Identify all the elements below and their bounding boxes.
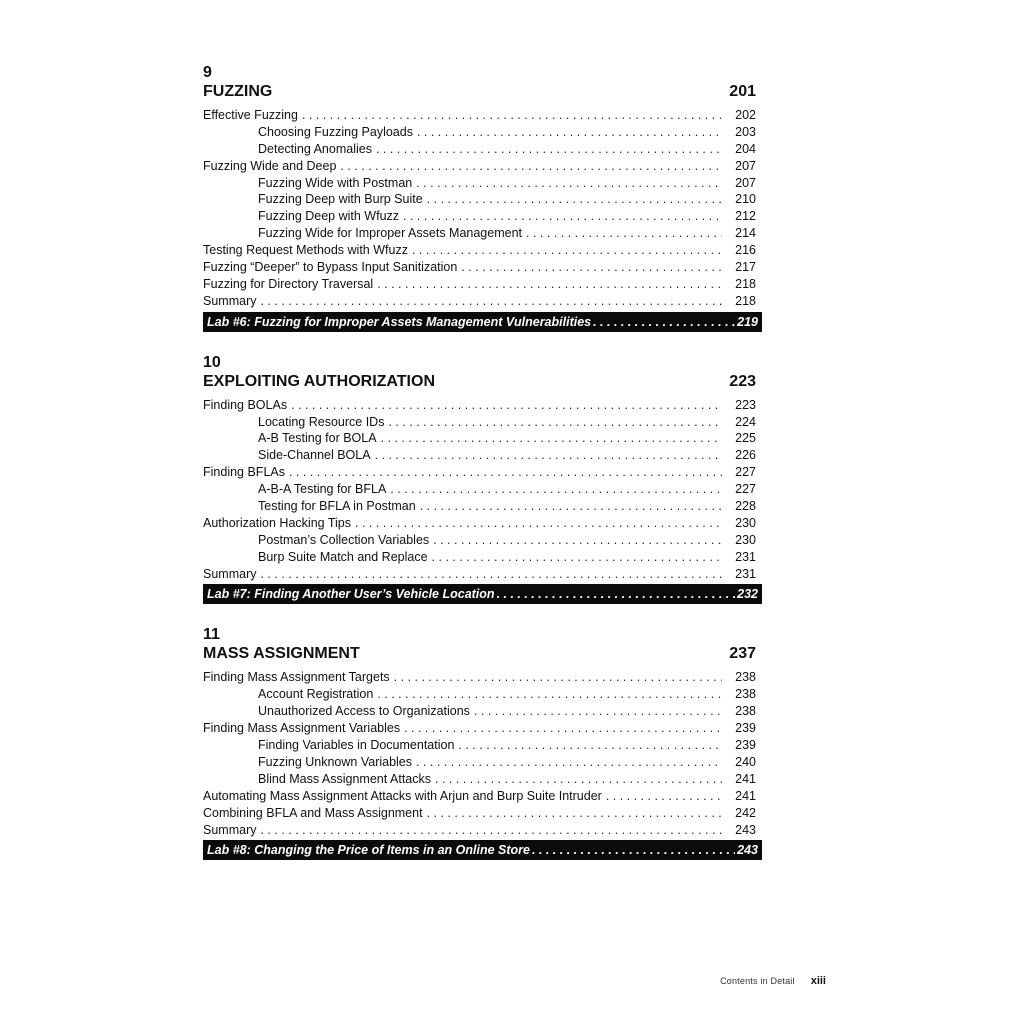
lab-page: 219 xyxy=(737,314,758,329)
toc-entry xyxy=(203,430,762,447)
lab-title: Lab #7: Finding Another User’s Vehicle Location xyxy=(207,587,495,602)
toc-entry xyxy=(203,549,762,566)
entry-title: Finding BFLAs xyxy=(203,465,285,480)
toc-entry xyxy=(203,242,762,259)
entry-page: 218 xyxy=(735,276,756,291)
entry-page: 218 xyxy=(735,293,756,308)
toc-entry xyxy=(203,158,762,175)
toc-entry xyxy=(203,124,762,141)
chapter-number: 10 xyxy=(203,353,221,371)
toc-entry xyxy=(203,754,762,771)
dot-leader xyxy=(377,276,722,293)
dot-leader xyxy=(427,191,722,208)
dot-leader xyxy=(376,141,722,158)
dot-leader xyxy=(377,686,722,703)
entry-page: 226 xyxy=(735,448,756,463)
entry-title: Finding Mass Assignment Variables xyxy=(203,721,401,736)
chapter-10 xyxy=(203,354,762,605)
dot-leader xyxy=(474,703,722,720)
dot-leader xyxy=(433,532,722,549)
entry-title: Blind Mass Assignment Attacks xyxy=(258,771,431,786)
chapter-heading xyxy=(203,644,762,664)
entry-title: Unauthorized Access to Organizations xyxy=(258,704,470,719)
entry-page: 230 xyxy=(735,515,756,530)
entry-page: 230 xyxy=(735,532,756,547)
toc-entry xyxy=(203,566,762,583)
entry-title: Locating Resource IDs xyxy=(258,414,385,429)
chapter-title: MASS ASSIGNMENT xyxy=(203,645,360,663)
dot-leader xyxy=(412,242,722,259)
toc-entry xyxy=(203,481,762,498)
dot-leader xyxy=(416,754,722,771)
entry-title: Fuzzing Deep with Wfuzz xyxy=(258,209,400,224)
dot-leader xyxy=(388,414,722,431)
chapter-heading xyxy=(203,82,762,102)
entry-page: 217 xyxy=(735,260,756,275)
footer-page-number: xiii xyxy=(810,975,826,987)
entry-title: Fuzzing Unknown Variables xyxy=(258,754,413,769)
entry-title: Side-Channel BOLA xyxy=(258,448,371,463)
entry-page: 212 xyxy=(735,209,756,224)
entry-page: 227 xyxy=(735,465,756,480)
toc-entry xyxy=(203,686,762,703)
entry-title: Testing Request Methods with Wfuzz xyxy=(203,243,408,258)
entry-page: 231 xyxy=(735,566,756,581)
entry-page: 227 xyxy=(735,482,756,497)
entry-page: 225 xyxy=(735,431,756,446)
toc-entry xyxy=(203,498,762,515)
toc-entry xyxy=(203,532,762,549)
toc-entry xyxy=(203,293,762,310)
entry-list xyxy=(203,397,762,583)
dot-leader xyxy=(435,771,722,788)
lab-entry xyxy=(203,584,762,604)
entry-title: Finding BOLAs xyxy=(203,397,288,412)
dot-leader xyxy=(497,584,736,604)
entry-page: 242 xyxy=(735,805,756,820)
entry-title: Postman’s Collection Variables xyxy=(258,532,430,547)
toc-entry xyxy=(203,703,762,720)
lab-title: Lab #8: Changing the Price of Items in an Online Store xyxy=(207,843,530,858)
entry-title: Fuzzing “Deeper” to Bypass Input Sanitization xyxy=(203,260,458,275)
entry-title: A-B Testing for BOLA xyxy=(258,431,377,446)
entry-page: 243 xyxy=(735,822,756,837)
entry-page: 240 xyxy=(735,754,756,769)
entry-list xyxy=(203,669,762,838)
chapter-number: 9 xyxy=(203,64,212,81)
entry-page: 202 xyxy=(735,108,756,122)
dot-leader xyxy=(355,515,722,532)
page-footer xyxy=(720,975,826,987)
entry-page: 204 xyxy=(735,141,756,156)
chapter-page: 223 xyxy=(729,372,756,390)
entry-page: 238 xyxy=(735,687,756,702)
entry-title: A-B-A Testing for BFLA xyxy=(258,482,387,497)
entry-title: Burp Suite Match and Replace xyxy=(258,549,428,564)
dot-leader xyxy=(427,805,722,822)
toc-entry xyxy=(203,208,762,225)
dot-leader xyxy=(606,788,722,805)
entry-title: Detecting Anomalies xyxy=(258,141,372,156)
chapter-title: EXPLOITING AUTHORIZATION xyxy=(203,372,435,390)
dot-leader xyxy=(404,720,722,737)
dot-leader xyxy=(417,124,722,141)
entry-page: 216 xyxy=(735,243,756,258)
entry-page: 207 xyxy=(735,158,756,173)
dot-leader xyxy=(340,158,722,175)
entry-page: 238 xyxy=(735,704,756,719)
entry-page: 241 xyxy=(735,788,756,803)
entry-title: Summary xyxy=(203,293,257,308)
toc-entry xyxy=(203,107,762,124)
toc-entry xyxy=(203,822,762,839)
entry-page: 207 xyxy=(735,175,756,190)
lab-page: 243 xyxy=(737,843,758,858)
dot-leader xyxy=(381,430,722,447)
entry-page: 214 xyxy=(735,226,756,241)
entry-page: 228 xyxy=(735,499,756,514)
entry-title: Fuzzing Wide with Postman xyxy=(258,175,413,190)
dot-leader xyxy=(420,498,722,515)
entry-title: Combining BFLA and Mass Assignment xyxy=(203,805,423,820)
toc-entry xyxy=(203,515,762,532)
entry-page: 231 xyxy=(735,549,756,564)
dot-leader xyxy=(260,293,722,310)
toc-entry xyxy=(203,225,762,242)
entry-page: 238 xyxy=(735,670,756,685)
entry-title: Summary xyxy=(203,822,257,837)
table-of-contents xyxy=(203,64,762,882)
dot-leader xyxy=(260,822,722,839)
toc-entry xyxy=(203,669,762,686)
toc-entry xyxy=(203,737,762,754)
dot-leader xyxy=(403,208,722,225)
dot-leader xyxy=(302,107,722,124)
entry-title: Finding Mass Assignment Targets xyxy=(203,670,390,685)
dot-leader xyxy=(260,566,722,583)
dot-leader xyxy=(291,397,722,414)
chapter-11 xyxy=(203,626,762,860)
chapter-9 xyxy=(203,64,762,332)
chapter-number: 11 xyxy=(203,626,220,644)
entry-title: Account Registration xyxy=(258,687,374,702)
toc-entry xyxy=(203,447,762,464)
entry-page: 210 xyxy=(735,192,756,207)
dot-leader xyxy=(461,259,722,276)
dot-leader xyxy=(390,481,722,498)
dot-leader xyxy=(416,175,722,192)
chapter-page: 201 xyxy=(729,83,756,100)
entry-title: Finding Variables in Documentation xyxy=(258,738,455,753)
entry-title: Testing for BFLA in Postman xyxy=(258,499,416,514)
entry-title: Automating Mass Assignment Attacks with Arjun and Burp Suite Intruder xyxy=(203,788,602,803)
footer-label: Contents in Detail xyxy=(720,976,795,986)
toc-entry xyxy=(203,805,762,822)
entry-title: Effective Fuzzing xyxy=(203,108,298,122)
dot-leader xyxy=(526,225,722,242)
entry-page: 239 xyxy=(735,738,756,753)
dot-leader xyxy=(458,737,722,754)
chapter-title: FUZZING xyxy=(203,83,273,100)
toc-entry xyxy=(203,191,762,208)
lab-entry xyxy=(203,312,762,332)
entry-page: 241 xyxy=(735,771,756,786)
toc-entry xyxy=(203,771,762,788)
dot-leader xyxy=(432,549,722,566)
toc-entry xyxy=(203,276,762,293)
entry-title: Fuzzing for Directory Traversal xyxy=(203,276,374,291)
entry-list xyxy=(203,107,762,310)
entry-title: Fuzzing Wide for Improper Assets Management xyxy=(258,226,523,241)
lab-entry xyxy=(203,840,762,860)
toc-entry xyxy=(203,141,762,158)
entry-title: Summary xyxy=(203,566,257,581)
entry-title: Fuzzing Deep with Burp Suite xyxy=(258,192,423,207)
entry-title: Choosing Fuzzing Payloads xyxy=(258,124,413,139)
dot-leader xyxy=(375,447,722,464)
dot-leader xyxy=(532,840,735,860)
entry-title: Fuzzing Wide and Deep xyxy=(203,158,337,173)
entry-page: 239 xyxy=(735,721,756,736)
chapter-heading xyxy=(203,372,762,392)
lab-title: Lab #6: Fuzzing for Improper Assets Management Vulnerabilities xyxy=(207,314,592,329)
chapter-page: 237 xyxy=(729,645,756,663)
toc-entry xyxy=(203,464,762,481)
entry-page: 203 xyxy=(735,124,756,139)
toc-entry xyxy=(203,414,762,431)
dot-leader xyxy=(394,669,722,686)
entry-page: 223 xyxy=(735,397,756,412)
toc-entry xyxy=(203,788,762,805)
dot-leader xyxy=(289,464,722,481)
toc-entry xyxy=(203,720,762,737)
toc-entry xyxy=(203,175,762,192)
entry-page: 224 xyxy=(735,414,756,429)
lab-page: 232 xyxy=(737,587,758,602)
toc-entry xyxy=(203,397,762,414)
toc-entry xyxy=(203,259,762,276)
dot-leader xyxy=(593,312,735,332)
entry-title: Authorization Hacking Tips xyxy=(203,515,351,530)
